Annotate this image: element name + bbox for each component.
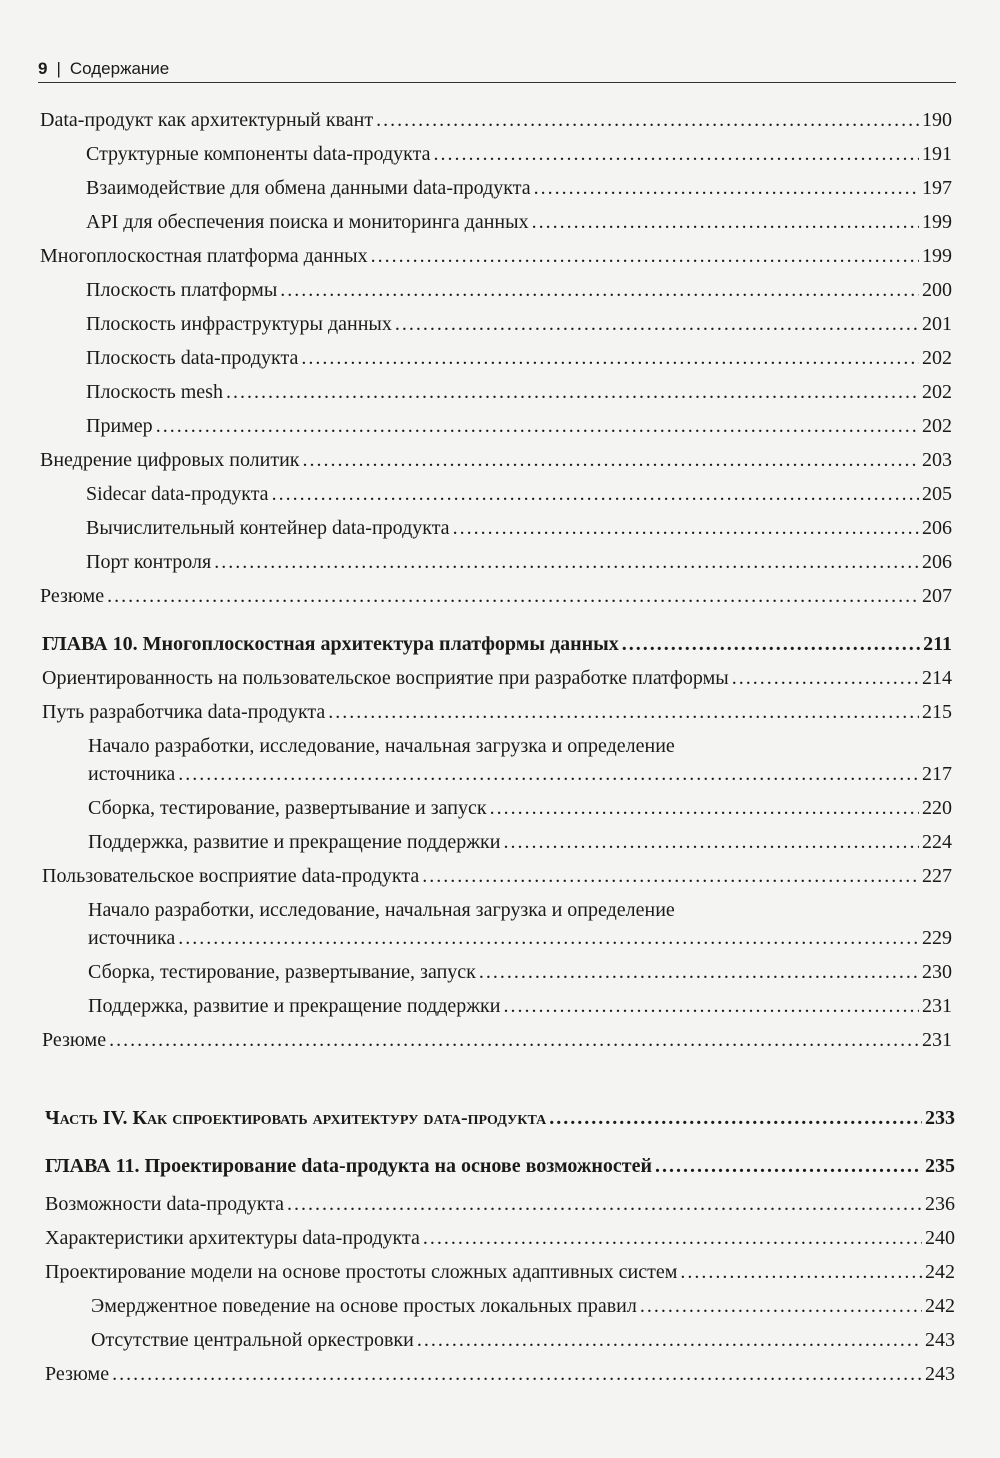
leader-dots bbox=[112, 1362, 922, 1386]
toc-entry[interactable] bbox=[88, 926, 952, 950]
leader-dots bbox=[422, 864, 919, 888]
toc-entry-page: 242 bbox=[925, 1295, 955, 1317]
toc-entry[interactable] bbox=[86, 516, 952, 540]
toc-entry-page: 207 bbox=[922, 585, 952, 607]
toc-entry-title: Плоскость инфраструктуры данных bbox=[86, 313, 392, 335]
toc-entry[interactable] bbox=[91, 1294, 955, 1318]
toc-entry[interactable] bbox=[45, 1192, 955, 1216]
toc-entry-page: 217 bbox=[922, 763, 952, 785]
toc-entry-page: 229 bbox=[922, 927, 952, 949]
toc-entry[interactable] bbox=[86, 380, 952, 404]
toc-entry[interactable] bbox=[88, 830, 952, 854]
leader-dots bbox=[433, 142, 919, 166]
toc-entry-title: Взаимодействие для обмена данными data-продукта bbox=[86, 177, 531, 199]
toc-entry-title: Структурные компоненты data-продукта bbox=[86, 143, 431, 165]
leader-dots bbox=[479, 960, 919, 984]
leader-dots bbox=[371, 244, 919, 268]
toc-entry-title: Эмерджентное поведение на основе простых локальных правил bbox=[91, 1295, 637, 1317]
toc-entry-page: 235 bbox=[925, 1155, 955, 1177]
leader-dots bbox=[178, 762, 919, 786]
toc-entry[interactable] bbox=[86, 550, 952, 574]
toc-entry-page: 202 bbox=[922, 415, 952, 437]
toc-entry-page: 236 bbox=[925, 1193, 955, 1215]
toc-entry-page: 214 bbox=[922, 667, 952, 689]
leader-dots bbox=[287, 1192, 922, 1216]
leader-dots bbox=[732, 666, 919, 690]
leader-dots bbox=[622, 632, 920, 656]
toc-entry[interactable] bbox=[88, 762, 952, 786]
toc-entry-title: источника bbox=[88, 763, 176, 785]
toc-entry-title: Резюме bbox=[42, 1029, 107, 1051]
toc-entry[interactable] bbox=[42, 700, 952, 724]
toc-entry-title: Сборка, тестирование, развертывание, запуск bbox=[88, 961, 476, 983]
toc-entry-page: 233 bbox=[925, 1107, 955, 1129]
toc-entry-title: Проектирование модели на основе простоты сложных адаптивных систем bbox=[45, 1261, 678, 1283]
toc-entry-title: Резюме bbox=[40, 585, 105, 607]
leader-dots bbox=[417, 1328, 922, 1352]
leader-dots bbox=[532, 210, 919, 234]
toc-entry-page: 243 bbox=[925, 1329, 955, 1351]
toc-entry[interactable] bbox=[45, 1226, 955, 1250]
leader-dots bbox=[503, 994, 919, 1018]
toc-entry[interactable] bbox=[91, 1328, 955, 1352]
leader-dots bbox=[301, 346, 919, 370]
leader-dots bbox=[395, 312, 919, 336]
toc-entry-title: Плоскость платформы bbox=[86, 279, 278, 301]
toc-entry[interactable] bbox=[42, 864, 952, 888]
toc-entry-title: Характеристики архитектуры data-продукта bbox=[45, 1227, 420, 1249]
toc-entry-page: 230 bbox=[922, 961, 952, 983]
toc-entry-page: 220 bbox=[922, 797, 952, 819]
toc-entry[interactable] bbox=[45, 1260, 955, 1284]
toc-entry[interactable] bbox=[88, 796, 952, 820]
toc-entry-title: Часть IV. Как спроектировать архитектуру data-продукта bbox=[45, 1107, 547, 1129]
toc-entry-page: 191 bbox=[922, 143, 952, 165]
toc-entry-title: Путь разработчика data-продукта bbox=[42, 701, 326, 723]
toc-entry[interactable] bbox=[86, 346, 952, 370]
toc-entry-page: 190 bbox=[922, 109, 952, 131]
toc-entry[interactable] bbox=[88, 960, 952, 984]
leader-dots bbox=[453, 516, 919, 540]
toc-entry-title: Поддержка, развитие и прекращение поддержки bbox=[88, 831, 501, 853]
leader-dots bbox=[503, 830, 919, 854]
toc-entry-page: 224 bbox=[922, 831, 952, 853]
toc-entry-page: 203 bbox=[922, 449, 952, 471]
toc-entry-title: Порт контроля bbox=[86, 551, 212, 573]
toc-entry-title: Отсутствие центральной оркестровки bbox=[91, 1329, 414, 1351]
leader-dots bbox=[178, 926, 919, 950]
toc-part-entry[interactable] bbox=[45, 1106, 955, 1130]
toc-entry-page: 231 bbox=[922, 995, 952, 1017]
toc-entry-title: Поддержка, развитие и прекращение поддержки bbox=[88, 995, 501, 1017]
leader-dots bbox=[490, 796, 919, 820]
toc-entry-title: Сборка, тестирование, развертывание и запуск bbox=[88, 797, 487, 819]
leader-dots bbox=[549, 1106, 922, 1130]
toc-entry-title: Внедрение цифровых политик bbox=[40, 449, 300, 471]
toc-entry[interactable] bbox=[40, 584, 952, 608]
leader-dots bbox=[226, 380, 919, 404]
toc-entry[interactable] bbox=[42, 666, 952, 690]
leader-dots bbox=[303, 448, 919, 472]
toc-entry-title: Sidecar data-продукта bbox=[86, 483, 269, 505]
toc-entry-page: 242 bbox=[925, 1261, 955, 1283]
toc-entry-title-line1: Начало разработки, исследование, начальная загрузка и определение bbox=[88, 735, 675, 757]
toc-entry-page: 199 bbox=[922, 245, 952, 267]
toc-entry-title: Вычислительный контейнер data-продукта bbox=[86, 517, 450, 539]
toc-entry-page: 211 bbox=[923, 633, 952, 655]
toc-entry-page: 202 bbox=[922, 381, 952, 403]
toc-entry[interactable] bbox=[86, 482, 952, 506]
toc-entry-title: Ориентированность на пользовательское восприятие при разработке платформы bbox=[42, 667, 729, 689]
leader-dots bbox=[376, 108, 919, 132]
toc-entry[interactable] bbox=[88, 994, 952, 1018]
toc-entry[interactable] bbox=[40, 448, 952, 472]
toc-entry-page: 197 bbox=[922, 177, 952, 199]
toc-entry[interactable] bbox=[86, 210, 952, 234]
leader-dots bbox=[423, 1226, 922, 1250]
toc-entry-title-line1: Начало разработки, исследование, начальная загрузка и определение bbox=[88, 899, 675, 921]
toc-entry-title: Возможности data-продукта bbox=[45, 1193, 285, 1215]
toc-entry-title: ГЛАВА 11. Проектирование data-продукта на основе возможностей bbox=[45, 1155, 652, 1177]
toc-entry[interactable] bbox=[86, 414, 952, 438]
toc-entry-title: Многоплоскостная платформа данных bbox=[40, 245, 368, 267]
toc-entry-title: Плоскость data-продукта bbox=[86, 347, 299, 369]
toc-entry-page: 240 bbox=[925, 1227, 955, 1249]
toc-entry-title: Data-продукт как архитектурный квант bbox=[40, 109, 374, 131]
toc-chapter-entry[interactable] bbox=[45, 1154, 955, 1178]
toc-entry[interactable] bbox=[86, 278, 952, 302]
toc-entry[interactable] bbox=[42, 1028, 952, 1052]
toc-entry-page: 243 bbox=[925, 1363, 955, 1385]
leader-dots bbox=[680, 1260, 922, 1284]
toc-entry-title: Пример bbox=[86, 415, 153, 437]
toc-entry-page: 231 bbox=[922, 1029, 952, 1051]
leader-dots bbox=[534, 176, 919, 200]
toc-entry-title: Резюме bbox=[45, 1363, 110, 1385]
toc-entry[interactable] bbox=[86, 312, 952, 336]
toc-entry-title: Пользовательское восприятие data-продукта bbox=[42, 865, 420, 887]
leader-dots bbox=[640, 1294, 922, 1318]
toc-entry-title: Плоскость mesh bbox=[86, 381, 223, 403]
toc-entry[interactable] bbox=[86, 142, 952, 166]
toc-entry-page: 227 bbox=[922, 865, 952, 887]
toc-entry-page: 202 bbox=[922, 347, 952, 369]
toc-entry[interactable] bbox=[45, 1362, 955, 1386]
section-title: Содержание bbox=[69, 59, 170, 78]
header-separator: | bbox=[56, 59, 61, 78]
toc-entry-page: 206 bbox=[922, 551, 952, 573]
leader-dots bbox=[109, 1028, 919, 1052]
leader-dots bbox=[214, 550, 919, 574]
toc-entry-page: 200 bbox=[922, 279, 952, 301]
leader-dots bbox=[280, 278, 919, 302]
page-number: 9 bbox=[38, 59, 48, 78]
toc-entry-title: источника bbox=[88, 927, 176, 949]
toc-entry[interactable] bbox=[86, 176, 952, 200]
toc-entry-page: 206 bbox=[922, 517, 952, 539]
toc-chapter-entry[interactable] bbox=[42, 632, 952, 656]
leader-dots bbox=[655, 1154, 922, 1178]
leader-dots bbox=[156, 414, 919, 438]
toc-entry-page: 201 bbox=[922, 313, 952, 335]
leader-dots bbox=[107, 584, 919, 608]
toc-entry-page: 199 bbox=[922, 211, 952, 233]
toc-entry-title: API для обеспечения поиска и мониторинга данных bbox=[86, 211, 529, 233]
toc-entry-page: 205 bbox=[922, 483, 952, 505]
toc-entry-title: ГЛАВА 10. Многоплоскостная архитектура платформы данных bbox=[42, 633, 619, 655]
leader-dots bbox=[272, 482, 919, 506]
toc-entry[interactable] bbox=[40, 108, 952, 132]
leader-dots bbox=[328, 700, 919, 724]
toc-entry[interactable] bbox=[40, 244, 952, 268]
toc-entry-page: 215 bbox=[922, 701, 952, 723]
